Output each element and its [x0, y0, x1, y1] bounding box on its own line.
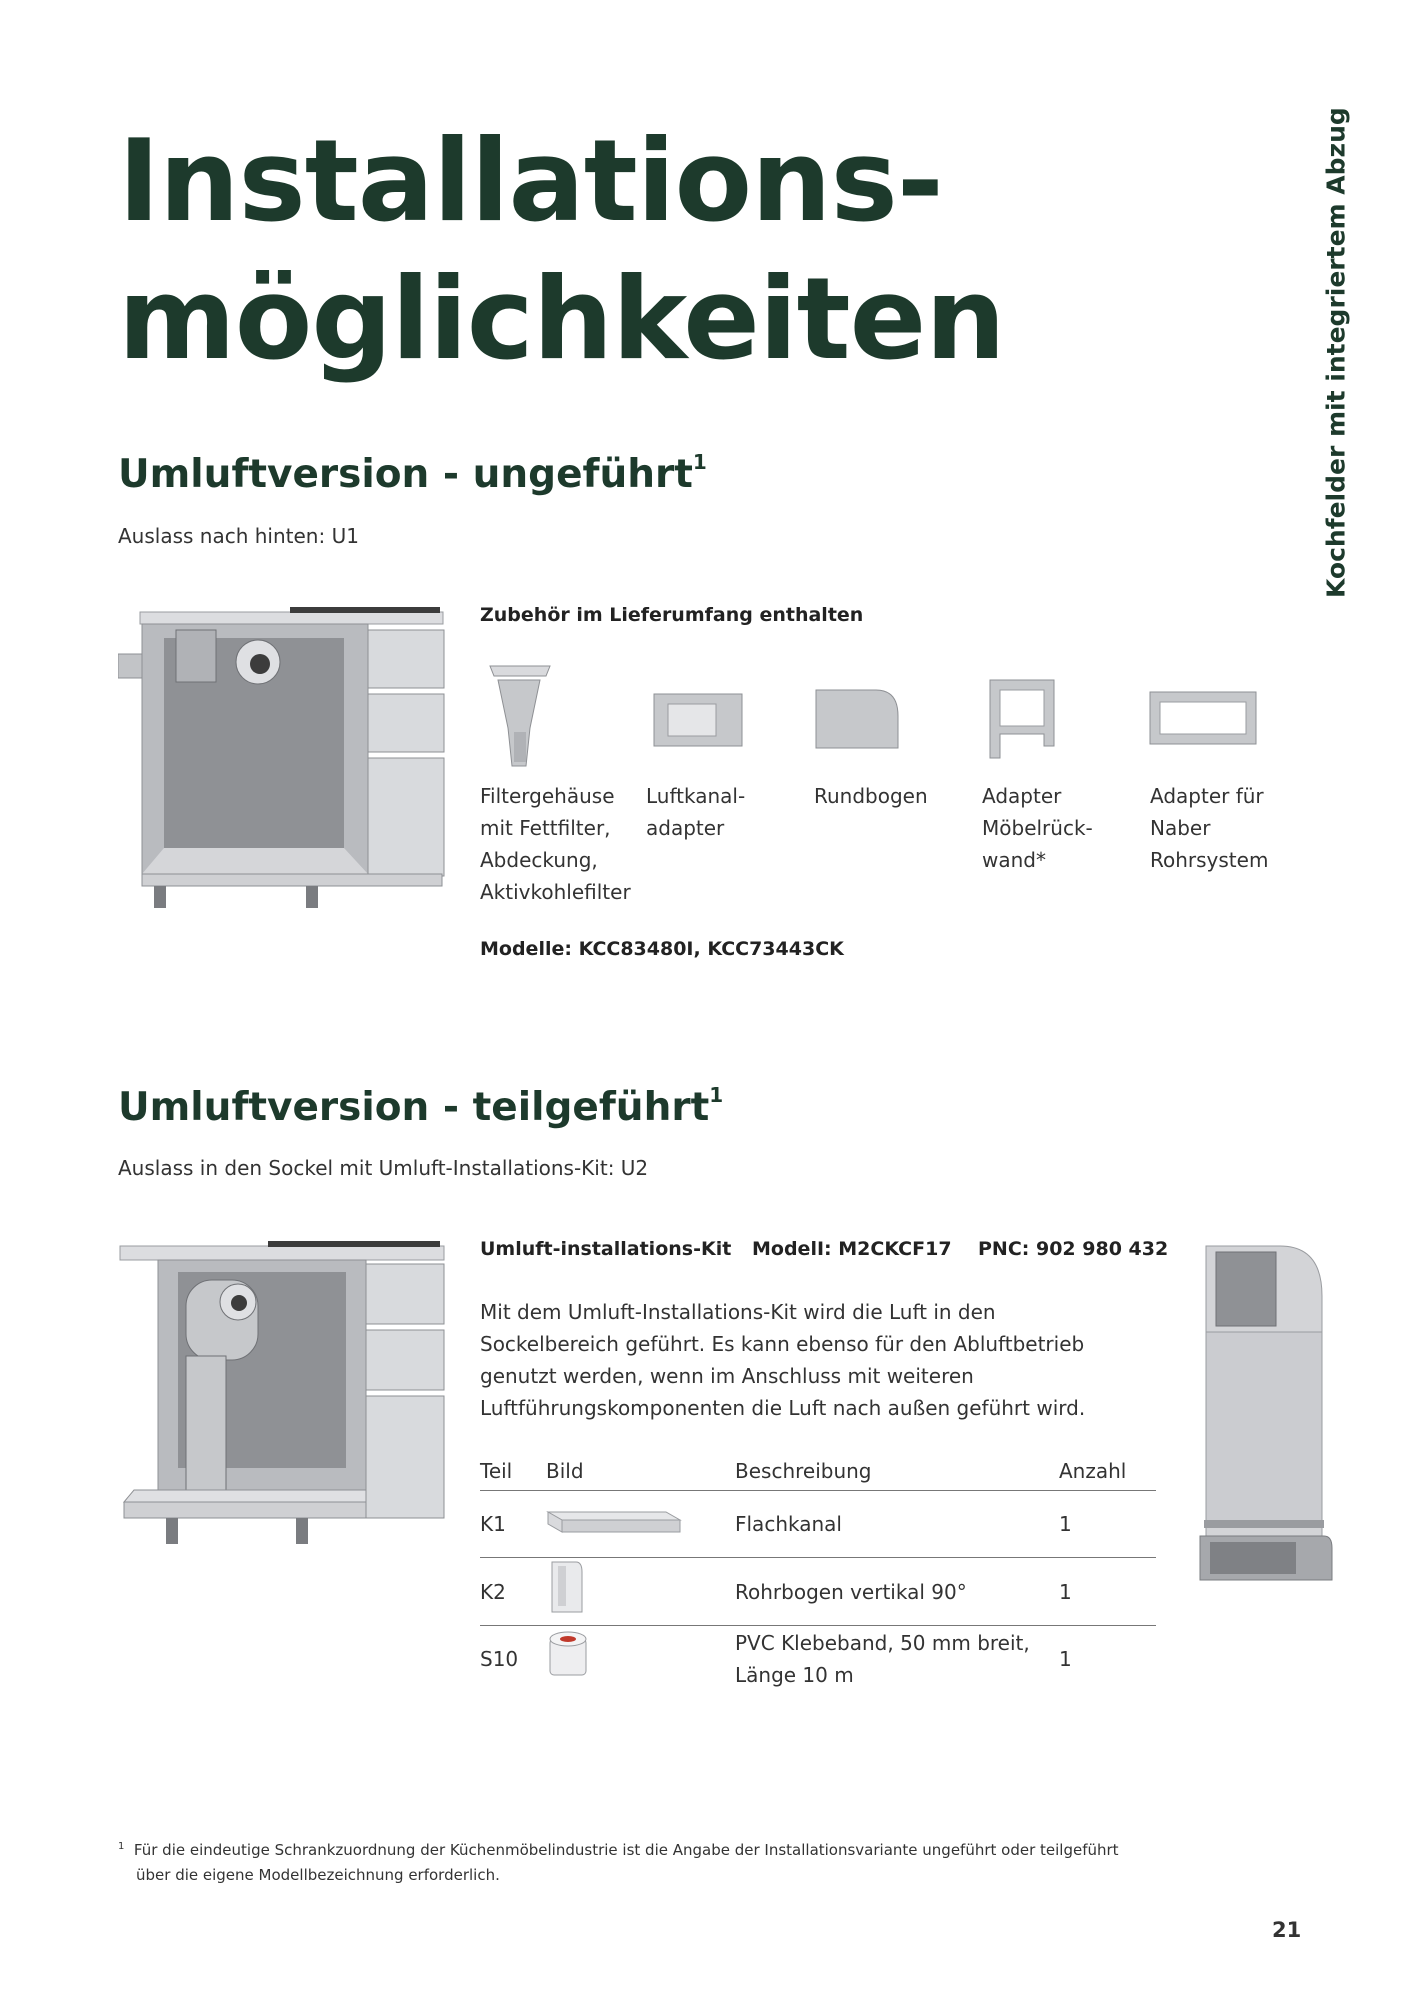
vertical-duct-illustration: [1196, 1236, 1336, 1586]
part-image: [546, 1626, 735, 1693]
part-count: 1: [1059, 1647, 1072, 1671]
part-code: S10: [480, 1647, 519, 1671]
vertical-bend-icon: [546, 1558, 586, 1616]
back-panel-adapter-icon: [984, 674, 1060, 762]
accessory-label-round-bend: Rundbogen: [814, 784, 928, 808]
col-header-count: Anzahl: [1059, 1452, 1156, 1491]
included-accessories-title: Zubehör im Lieferumfang enthalten: [480, 604, 864, 626]
part-description: PVC Klebeband, 50 mm breit, Länge 10 m: [735, 1631, 1030, 1687]
part-count: 1: [1059, 1558, 1156, 1626]
duct-adapter-icon: [650, 686, 746, 752]
table-row: [480, 1558, 1156, 1626]
table-row: [480, 1491, 1156, 1558]
cabinet-recirculation-illustration: [118, 606, 450, 914]
section2-heading: Umluftversion - teilgeführt$^1$: [118, 1083, 724, 1130]
part-description: Flachkanal: [735, 1491, 1059, 1558]
parts-table-header: [480, 1452, 1156, 1491]
part-description: Rohrbogen vertikal 90°: [735, 1558, 1059, 1626]
section1-outlet: Auslass nach hinten: U1: [118, 524, 359, 548]
filter-housing-icon: [486, 662, 554, 772]
accessory-label-naber-adapter: Adapter für Naber Rohrsystem: [1150, 784, 1269, 872]
col-header-description: Beschreibung: [735, 1452, 1059, 1491]
part-count: 1: [1059, 1491, 1156, 1558]
section1-models: Modelle: KCC83480I, KCC73443CK: [480, 938, 844, 960]
round-bend-icon: [812, 682, 902, 752]
table-row: [480, 1626, 1156, 1693]
side-category-label: Kochfelder mit integriertem Abzug: [1321, 107, 1351, 599]
part-code: K2: [480, 1558, 546, 1626]
kit-name: Umluft-installations-Kit: [480, 1238, 732, 1260]
cabinet-partial-duct-illustration: [118, 1240, 448, 1566]
col-header-part: Teil: [480, 1452, 546, 1491]
naber-adapter-icon: [1146, 686, 1260, 750]
kit-pnc: PNC: 902 980 432: [978, 1238, 1169, 1260]
accessory-label-back-panel-adapter: Adapter Möbelrück-wand*: [982, 784, 1093, 872]
flat-duct-icon: [546, 1506, 682, 1534]
kit-description: Mit dem Umluft-Installations-Kit wird die Luft in den Sockelbereich geführt. Es kann ebenso für den Abluftbetrieb genutzt werden, wenn im Anschluss mit weiteren Luftführungskomponenten die Luft nach außen geführt wird.: [480, 1300, 1086, 1420]
col-header-image: Bild: [546, 1452, 735, 1491]
tape-roll-icon: [546, 1629, 590, 1681]
page-number: 21: [1272, 1918, 1302, 1942]
part-image: [546, 1558, 735, 1626]
accessory-label-duct-adapter: Luftkanal-adapter: [646, 784, 746, 840]
footnote: $^1$ Für die eindeutige Schrankzuordnung der Küchenmöbelindustrie ist die Angabe der Installationsvariante ungeführt oder teilgeführt über die eigene Modellbezeichnung erforderlich.: [118, 1841, 1119, 1884]
part-code: K1: [480, 1491, 546, 1558]
parts-table: [480, 1452, 1156, 1692]
section1-heading: Umluftversion - ungeführt$^1$: [118, 450, 707, 497]
kit-model: ModelI: M2CKCF17: [752, 1238, 952, 1260]
page-title: Installations- möglichkeiten: [118, 115, 1005, 385]
section2-outlet: Auslass in den Sockel mit Umluft-Installations-Kit: U2: [118, 1156, 649, 1180]
part-image: [546, 1491, 735, 1558]
accessory-label-filter-housing: Filtergehäuse mit Fettfilter, Abdeckung, Aktivkohlefilter: [480, 784, 631, 904]
